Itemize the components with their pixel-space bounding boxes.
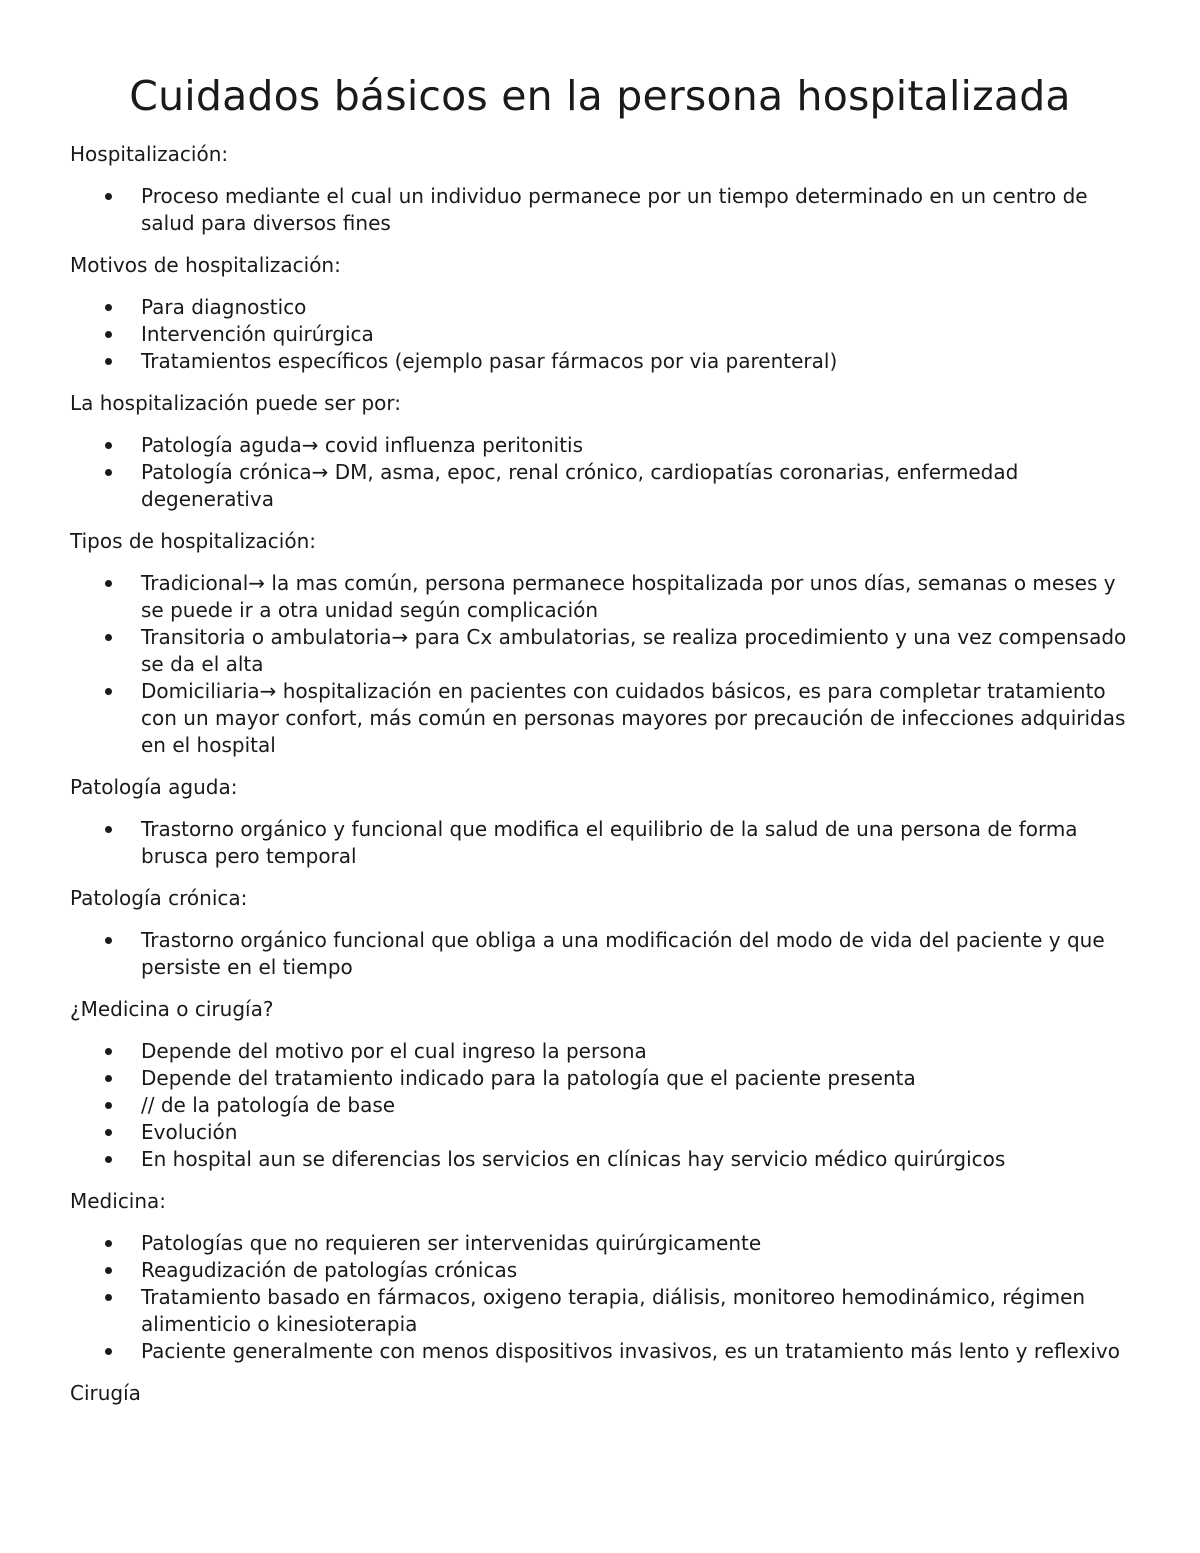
bullet-icon — [105, 580, 112, 587]
list-item-text: Evolución — [141, 1120, 238, 1144]
list-item — [70, 1338, 1140, 1365]
list-item-text: Patología crónica→ DM, asma, epoc, renal crónico, cardiopatías coronarias, enfermedad degenerativa — [141, 460, 1019, 511]
section-heading: La hospitalización puede ser por: — [70, 391, 402, 415]
section-heading: Patología crónica: — [70, 886, 248, 910]
section-heading: Patología aguda: — [70, 775, 238, 799]
bullet-icon — [105, 1102, 112, 1109]
list-item-text: En hospital aun se diferencias los servicios en clínicas hay servicio médico quirúrgicos — [141, 1147, 1006, 1171]
document-body — [70, 141, 1140, 1422]
list-item-text: Paciente generalmente con menos dispositivos invasivos, es un tratamiento más lento y reflexivo — [141, 1339, 1120, 1363]
bullet-icon — [105, 1240, 112, 1247]
list-item-text: Trastorno orgánico y funcional que modifica el equilibrio de la salud de una persona de forma brusca pero temporal — [141, 817, 1078, 868]
bullet-icon — [105, 1129, 112, 1136]
list-item-text: Proceso mediante el cual un individuo permanece por un tiempo determinado en un centro de salud para diversos fines — [141, 184, 1088, 235]
list-item — [70, 1092, 1140, 1119]
list-item — [70, 927, 1140, 981]
bullet-list — [70, 1038, 1140, 1173]
bullet-icon — [105, 688, 112, 695]
document-title: Cuidados básicos en la persona hospitalizada — [129, 72, 1071, 120]
list-item — [70, 183, 1140, 237]
bullet-icon — [105, 1075, 112, 1082]
section-heading: Cirugía — [70, 1381, 141, 1405]
list-item-text: Reagudización de patologías crónicas — [141, 1258, 518, 1282]
list-item-text: Trastorno orgánico funcional que obliga a una modificación del modo de vida del paciente y que persiste en el tiempo — [141, 928, 1105, 979]
section-heading: Medicina: — [70, 1189, 167, 1213]
bullet-icon — [105, 1348, 112, 1355]
bullet-icon — [105, 1048, 112, 1055]
bullet-icon — [105, 826, 112, 833]
bullet-icon — [105, 331, 112, 338]
list-item — [70, 1038, 1140, 1065]
bullet-icon — [105, 304, 112, 311]
bullet-icon — [105, 634, 112, 641]
list-item-text: Tratamiento basado en fármacos, oxigeno terapia, diálisis, monitoreo hemodinámico, régimen alimenticio o kinesioterapia — [141, 1285, 1086, 1336]
bullet-icon — [105, 442, 112, 449]
list-item-text: Transitoria o ambulatoria→ para Cx ambulatorias, se realiza procedimiento y una vez compensado se da el alta — [141, 625, 1127, 676]
list-item-text: Patología aguda→ covid influenza peritonitis — [141, 433, 584, 457]
list-item-text: Domiciliaria→ hospitalización en pacientes con cuidados básicos, es para completar tratamiento con un mayor confort, más común en personas mayores por precaución de infecciones adquiridas en el hospital — [141, 679, 1126, 757]
section-heading: ¿Medicina o cirugía? — [70, 997, 274, 1021]
bullet-list — [70, 294, 1140, 375]
list-item — [70, 570, 1140, 624]
bullet-icon — [105, 1267, 112, 1274]
bullet-icon — [105, 937, 112, 944]
bullet-icon — [105, 1156, 112, 1163]
bullet-icon — [105, 358, 112, 365]
bullet-list — [70, 570, 1140, 759]
bullet-list — [70, 816, 1140, 870]
section-heading: Hospitalización: — [70, 142, 229, 166]
list-item — [70, 294, 1140, 321]
list-item-text: // de la patología de base — [141, 1093, 396, 1117]
list-item-text: Depende del tratamiento indicado para la patología que el paciente presenta — [141, 1066, 916, 1090]
bullet-icon — [105, 1294, 112, 1301]
list-item — [70, 1230, 1140, 1257]
section-heading: Tipos de hospitalización: — [70, 529, 316, 553]
list-item-text: Depende del motivo por el cual ingreso la persona — [141, 1039, 647, 1063]
bullet-icon — [105, 469, 112, 476]
list-item — [70, 432, 1140, 459]
list-item-text: Tradicional→ la mas común, persona permanece hospitalizada por unos días, semanas o meses y se puede ir a otra unidad según complicación — [141, 571, 1116, 622]
section-heading: Motivos de hospitalización: — [70, 253, 341, 277]
list-item — [70, 816, 1140, 870]
bullet-list — [70, 183, 1140, 237]
bullet-icon — [105, 193, 112, 200]
list-item-text: Patologías que no requieren ser intervenidas quirúrgicamente — [141, 1231, 762, 1255]
list-item — [70, 348, 1140, 375]
list-item — [70, 1119, 1140, 1146]
list-item — [70, 459, 1140, 513]
list-item — [70, 624, 1140, 678]
bullet-list — [70, 1230, 1140, 1365]
list-item — [70, 1284, 1140, 1338]
bullet-list — [70, 432, 1140, 513]
list-item — [70, 321, 1140, 348]
list-item — [70, 678, 1140, 759]
list-item — [70, 1065, 1140, 1092]
list-item-text: Para diagnostico — [141, 295, 307, 319]
list-item — [70, 1146, 1140, 1173]
list-item — [70, 1257, 1140, 1284]
bullet-list — [70, 927, 1140, 981]
list-item-text: Intervención quirúrgica — [141, 322, 374, 346]
list-item-text: Tratamientos específicos (ejemplo pasar fármacos por via parenteral) — [141, 349, 838, 373]
